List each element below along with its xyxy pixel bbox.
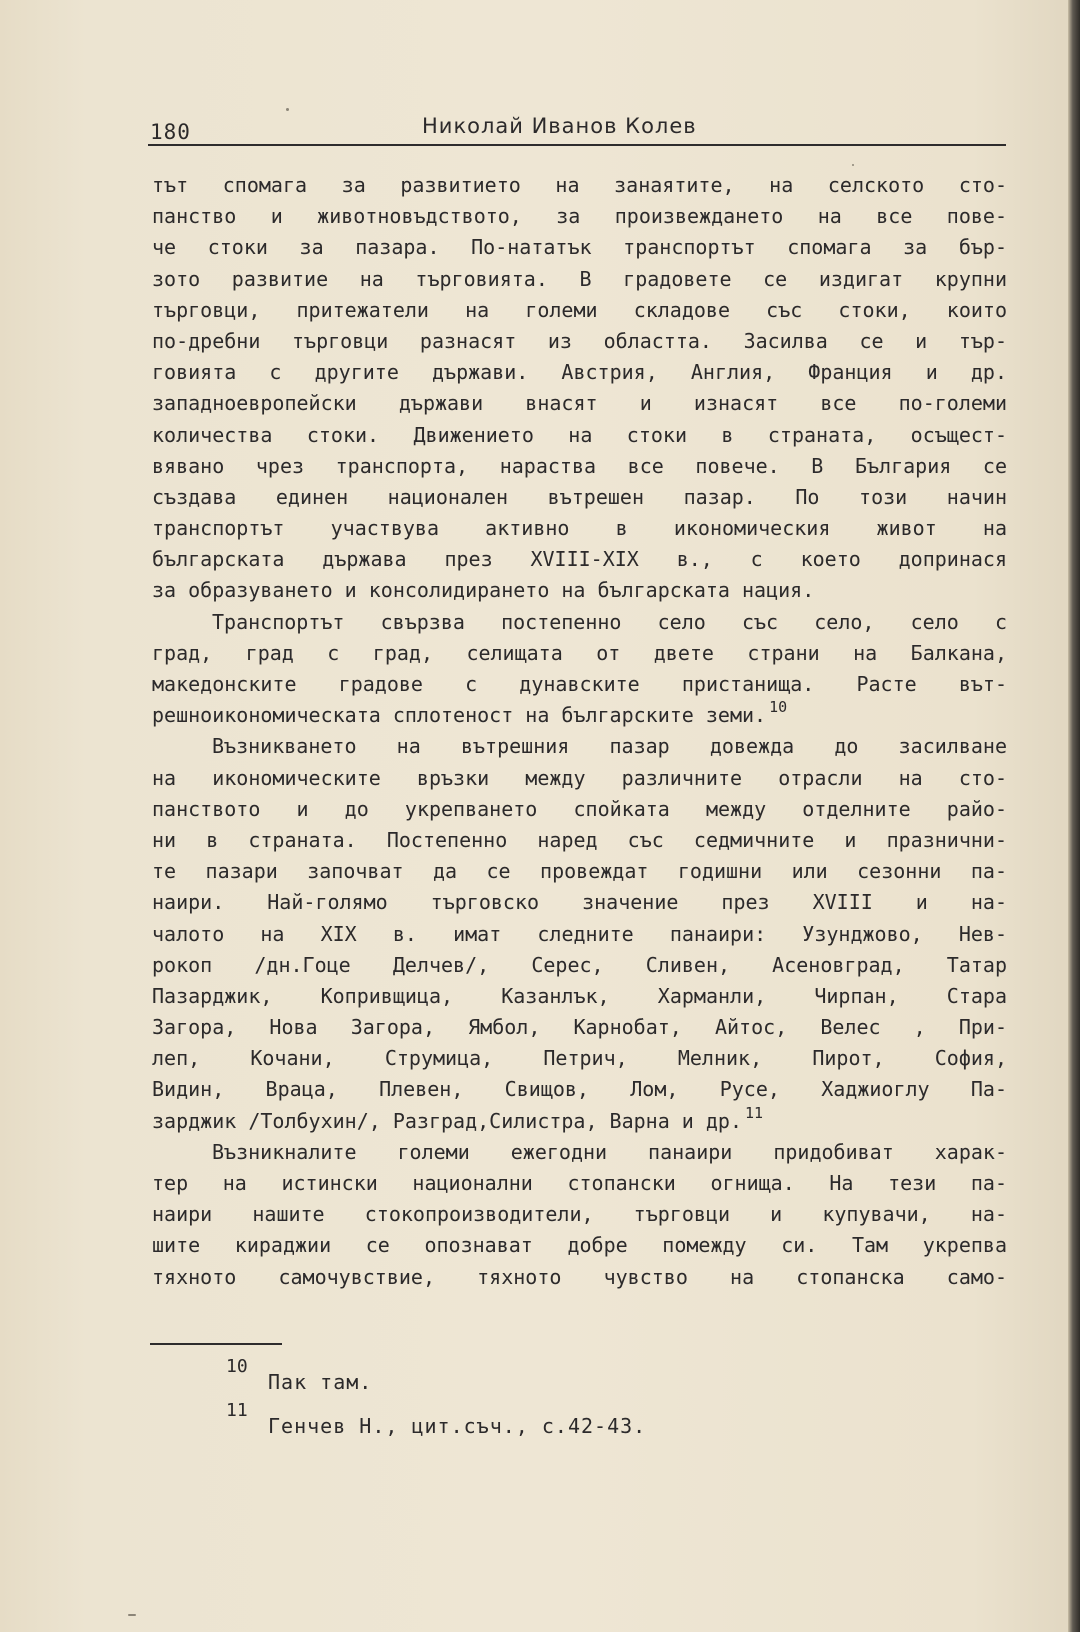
- text-line-content: решноикономическата сплотеност на българските земи.: [152, 703, 767, 728]
- page-number: 180: [150, 120, 191, 144]
- text-line-content: зарджик /Толбухин/, Разград,Силистра, Варна и др.: [152, 1108, 743, 1133]
- text-line: Възникването на вътрешния пазар довежда до засилване: [212, 734, 1007, 759]
- text-line: западноевропейски държави внасят и изнасят все по-големи: [152, 391, 1007, 416]
- footnote-separator: [150, 1343, 282, 1345]
- text-line: наири нашите стокопроизводители, търговци и купувачи, на-: [152, 1202, 1007, 1227]
- footnote-reference: 10: [769, 698, 788, 717]
- text-line: Транспортът свързва постепенно село със село, село с: [212, 609, 1007, 634]
- text-line: по-дребни търговци разнасят из областта. Засилва се и тър-: [152, 328, 1007, 353]
- text-line: на икономическите връзки между различните отрасли на сто-: [152, 765, 1007, 790]
- text-line: Видин, Враца, Плевен, Свищов, Лом, Русе, Хаджиоглу Па-: [152, 1077, 1007, 1102]
- text-line: град, град с град, селищата от двете страни на Балкана,: [152, 640, 1007, 665]
- text-line: те пазари започват да се провеждат годишни или сезонни па-: [152, 859, 1007, 884]
- text-line: Възникналите големи ежегодни панаири придобиват харак-: [212, 1139, 1007, 1164]
- text-line: транспортът участвува активно в икономическия живот на: [152, 516, 1007, 541]
- page-binding-edge: [1068, 0, 1080, 1632]
- text-line: тер на истински национални стопански огнища. На тези па-: [152, 1171, 1007, 1195]
- text-line: Пазарджик, Копривщица, Казанлък, Харманли, Чирпан, Стара: [152, 983, 1007, 1008]
- body-text: [152, 170, 1007, 1293]
- paper-speck: [852, 164, 854, 166]
- text-line-with-footnote: [152, 1103, 1007, 1137]
- page-header: [148, 112, 1008, 146]
- text-line: вявано чрез транспорта, нараства все повече. В България се: [152, 453, 1007, 478]
- footnote-number: 10: [226, 1356, 248, 1377]
- text-line: говията с другите държави. Австрия, Англия, Франция и др.: [152, 360, 1007, 385]
- text-line-with-footnote: [152, 700, 1007, 731]
- text-line: ни в страната. Постепенно наред със седмичните и празнични-: [152, 827, 1007, 852]
- text-line: шите кираджии се опознават добре помежду си. Там укрепва: [152, 1233, 1007, 1258]
- text-line: тът спомага за развитието на занаятите, на селското сто-: [152, 173, 1007, 197]
- text-line: търговци, притежатели на големи складове със стоки, които: [152, 297, 1007, 322]
- footnote-text: Пак там.: [268, 1370, 373, 1394]
- text-line: рокоп /дн.Гоце Делчев/, Серес, Сливен, Асеновград, Татар: [152, 952, 1007, 977]
- text-line: панството и до укрепването спойката между отделните райо-: [152, 796, 1007, 821]
- text-line: тяхното самочувствие, тяхното чувство на стопанска само-: [152, 1264, 1007, 1289]
- running-title: Николай Иванов Колев: [422, 114, 697, 138]
- text-line: панство и животновъдството, за произвеждането на все пове-: [152, 204, 1007, 229]
- footnote-reference: 11: [745, 1103, 764, 1122]
- text-line: македонските градове с дунавските пристанища. Расте вът-: [152, 672, 1007, 696]
- text-line: за образуването и консолидирането на българската нация.: [152, 578, 815, 603]
- footnote-text: Генчев Н., цит.съч., с.42-43.: [268, 1414, 647, 1438]
- header-rule: [148, 144, 1006, 146]
- text-line: наири. Най-голямо търговско значение през XVIII и на-: [152, 890, 1007, 915]
- text-line: леп, Кочани, Струмица, Петрич, Мелник, Пирот, София,: [152, 1046, 1007, 1071]
- text-line: количества стоки. Движението на стоки в страната, осъщест-: [152, 422, 1007, 447]
- footnote-number: 11: [226, 1400, 248, 1421]
- text-line: Загора, Нова Загора, Ямбол, Карнобат, Айтос, Велес , При-: [152, 1015, 1007, 1040]
- text-line: създава единен национален вътрешен пазар. По този начин: [152, 484, 1007, 509]
- text-line: българската държава през XVIII-XIX в., с което допринася: [152, 547, 1007, 572]
- text-line: чалото на XIX в. имат следните панаири: Узунджово, Нев-: [152, 921, 1007, 946]
- paper-speck: [286, 108, 289, 111]
- text-line: зото развитие на търговията. В градовете се издигат крупни: [152, 266, 1007, 291]
- paper-speck: [128, 1614, 136, 1616]
- text-line: че стоки за пазара. По-нататък транспортът спомага за бър-: [152, 235, 1007, 260]
